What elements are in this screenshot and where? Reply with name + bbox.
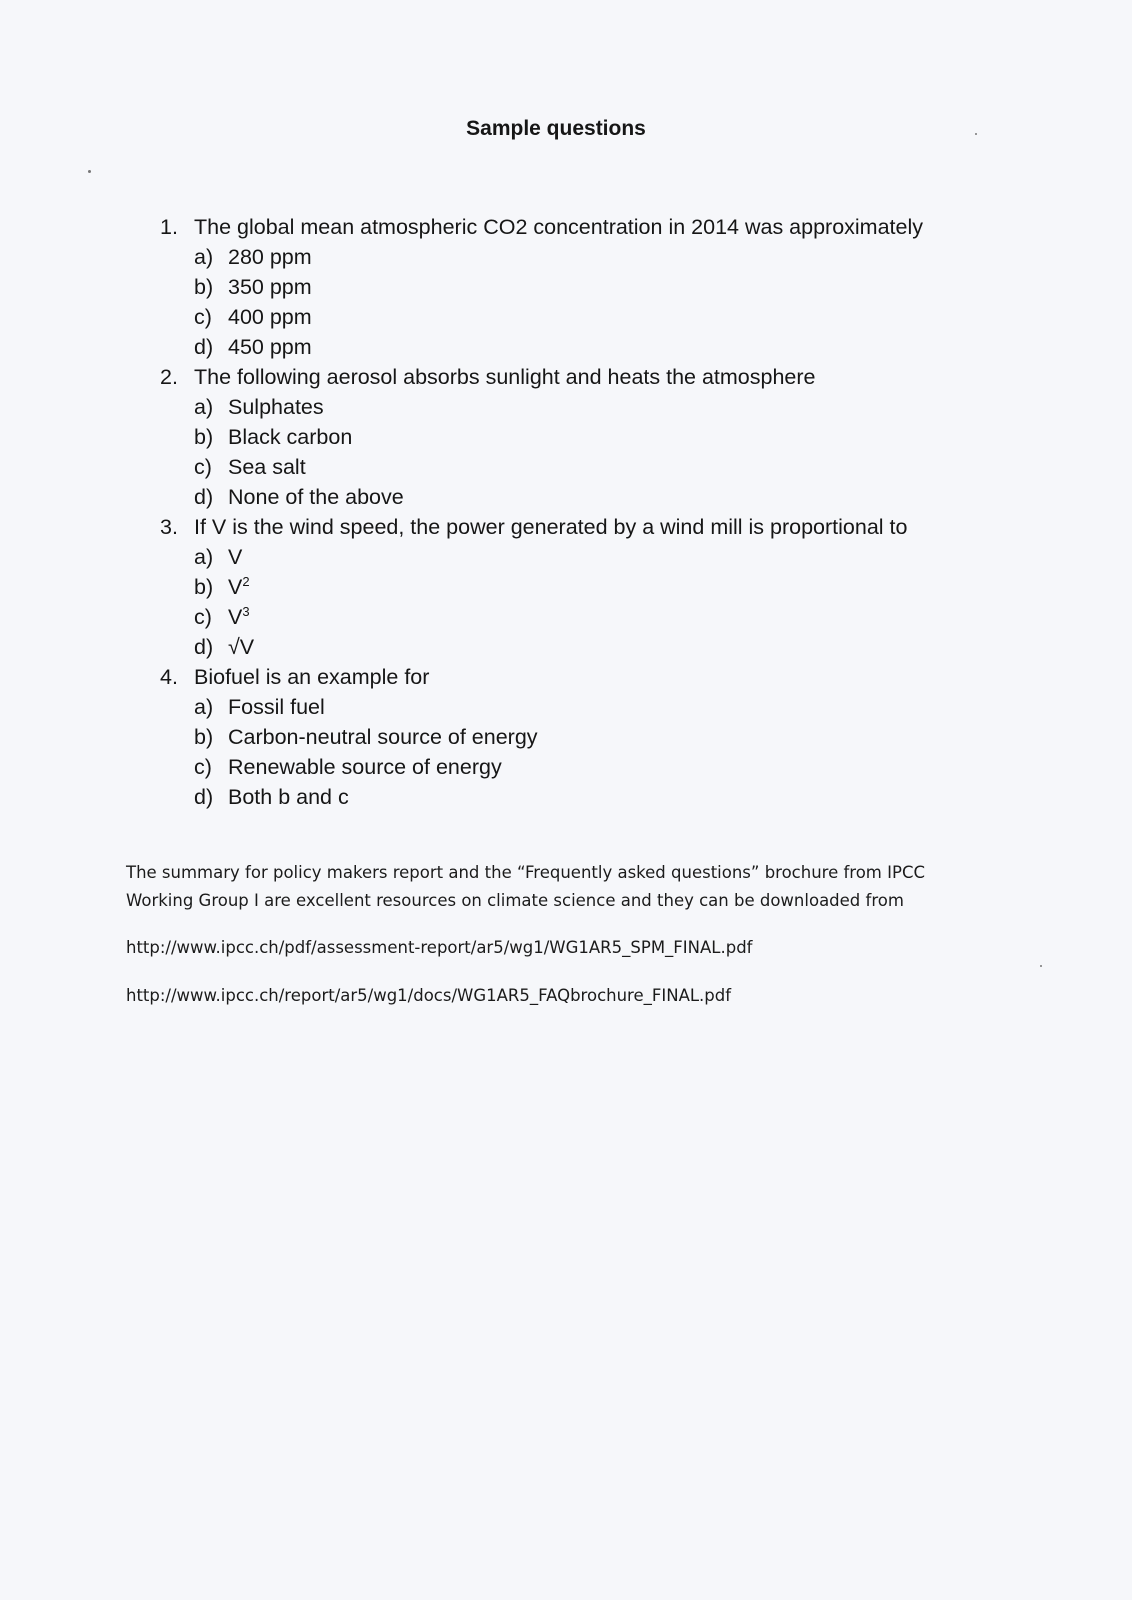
question-text: Biofuel is an example for bbox=[194, 665, 430, 689]
faq-brochure-url[interactable]: http://www.ipcc.ch/report/ar5/wg1/docs/WG1AR5_FAQbrochure_FINAL.pdf bbox=[126, 986, 732, 1005]
scan-speck bbox=[1040, 965, 1042, 967]
option-letter: c) bbox=[194, 605, 212, 629]
question-number: 2. bbox=[160, 365, 178, 389]
option-letter: b) bbox=[194, 725, 214, 749]
option-base: V bbox=[228, 575, 243, 599]
option-letter: a) bbox=[194, 245, 214, 269]
option-letter: c) bbox=[194, 305, 212, 329]
option-letter: d) bbox=[194, 785, 214, 809]
option-letter: c) bbox=[194, 455, 212, 479]
option-letter: a) bbox=[194, 545, 214, 569]
option-letter: b) bbox=[194, 275, 214, 299]
option-text: Sulphates bbox=[228, 395, 324, 419]
option-text: Fossil fuel bbox=[228, 695, 325, 719]
option-exponent: 3 bbox=[242, 604, 250, 619]
option-letter: d) bbox=[194, 635, 214, 659]
option-letter: b) bbox=[194, 425, 214, 449]
question-number: 3. bbox=[160, 515, 178, 539]
option-letter: b) bbox=[194, 575, 214, 599]
scan-speck bbox=[88, 170, 91, 173]
option-text: 400 ppm bbox=[228, 305, 312, 329]
option-text bbox=[228, 604, 250, 630]
option-base: V bbox=[228, 605, 243, 629]
resource-note-line-1: The summary for policy makers report and the “Frequently asked questions” brochure from IPCC bbox=[126, 863, 925, 882]
option-text: √V bbox=[228, 635, 255, 659]
option-letter: a) bbox=[194, 695, 214, 719]
option-letter: d) bbox=[194, 485, 214, 509]
option-text: Sea salt bbox=[228, 455, 306, 479]
question-number: 4. bbox=[160, 665, 178, 689]
page-title: Sample questions bbox=[466, 117, 646, 140]
option-text: V bbox=[228, 545, 243, 569]
option-text: 450 ppm bbox=[228, 335, 312, 359]
option-letter: a) bbox=[194, 395, 214, 419]
option-letter: c) bbox=[194, 755, 212, 779]
option-letter: d) bbox=[194, 335, 214, 359]
option-text: 280 ppm bbox=[228, 245, 312, 269]
question-text: If V is the wind speed, the power generated by a wind mill is proportional to bbox=[194, 515, 908, 539]
scan-speck bbox=[975, 133, 977, 135]
option-text: Both b and c bbox=[228, 785, 349, 809]
question-text: The following aerosol absorbs sunlight and heats the atmosphere bbox=[194, 365, 816, 389]
resource-note-line-2: Working Group I are excellent resources on climate science and they can be downloaded from bbox=[126, 891, 904, 910]
option-text bbox=[228, 574, 250, 600]
question-text: The global mean atmospheric CO2 concentration in 2014 was approximately bbox=[194, 215, 924, 239]
option-text: Carbon-neutral source of energy bbox=[228, 725, 538, 749]
option-text: None of the above bbox=[228, 485, 404, 509]
question-number: 1. bbox=[160, 215, 178, 239]
spm-report-url[interactable]: http://www.ipcc.ch/pdf/assessment-report/ar5/wg1/WG1AR5_SPM_FINAL.pdf bbox=[126, 938, 753, 957]
option-text: Black carbon bbox=[228, 425, 353, 449]
option-text: 350 ppm bbox=[228, 275, 312, 299]
option-exponent: 2 bbox=[242, 574, 250, 589]
option-text: Renewable source of energy bbox=[228, 755, 502, 779]
